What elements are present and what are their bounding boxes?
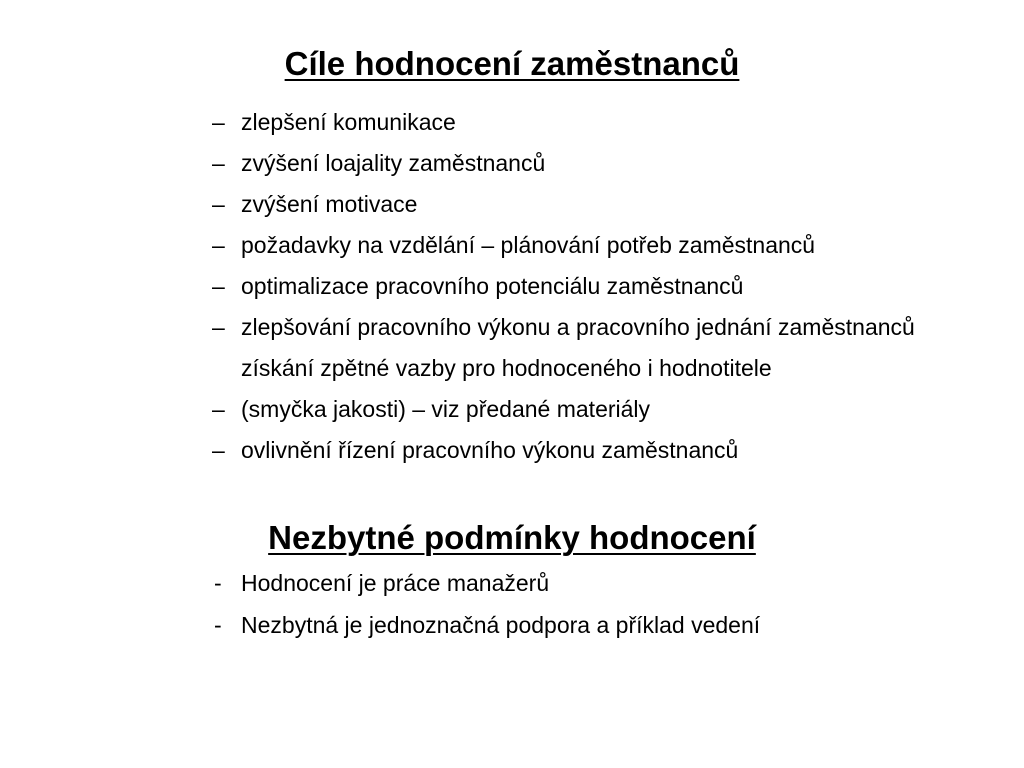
list-item [212,109,1002,135]
bullet-dash-icon: – [212,273,225,299]
list-item-text: zvýšení loajality zaměstnanců [241,150,546,176]
section-2-title: Nezbytné podmínky hodnocení [268,519,756,556]
list-item-text: (smyčka jakosti) – viz předané materiály [241,396,651,422]
list-item [212,570,1002,596]
list-item [212,314,1002,340]
list-item-text: optimalizace pracovního potenciálu zaměstnanců [241,273,744,299]
list-item-text: zvýšení motivace [241,191,418,217]
bullet-hyphen-icon: - [214,612,222,638]
bullet-dash-icon: – [212,150,225,176]
list-item [212,396,1002,422]
list-item-text: požadavky na vzdělání – plánování potřeb zaměstnanců [241,232,816,258]
list-item [212,273,1002,299]
list-item [212,437,1002,463]
list-item [212,150,1002,176]
bullet-dash-icon: – [212,437,225,463]
list-item-text: ovlivnění řízení pracovního výkonu zaměstnanců [241,437,739,463]
list-item-text: zlepšení komunikace [241,109,456,135]
list-item-text: Nezbytná je jednoznačná podpora a příklad vedení [241,612,761,638]
list-item [212,232,1002,258]
list-item-text: zlepšování pracovního výkonu a pracovního jednání zaměstnanců [241,314,915,340]
bullet-dash-icon: – [212,314,225,340]
bullet-dash-icon: – [212,396,225,422]
bullet-dash-icon: – [212,191,225,217]
list-item-text: Hodnocení je práce manažerů [241,570,550,596]
bullet-hyphen-icon: - [214,570,222,596]
section-2-list [212,570,1002,654]
list-item [212,612,1002,638]
bullet-dash-icon: – [212,109,225,135]
list-item [212,191,1002,217]
section-1-title: Cíle hodnocení zaměstnanců [284,45,740,82]
bullet-dash-icon: – [212,232,225,258]
section-1-list [212,109,1002,478]
list-item [212,355,1002,381]
list-item-text: získání zpětné vazby pro hodnoceného i hodnotitele [241,355,772,381]
